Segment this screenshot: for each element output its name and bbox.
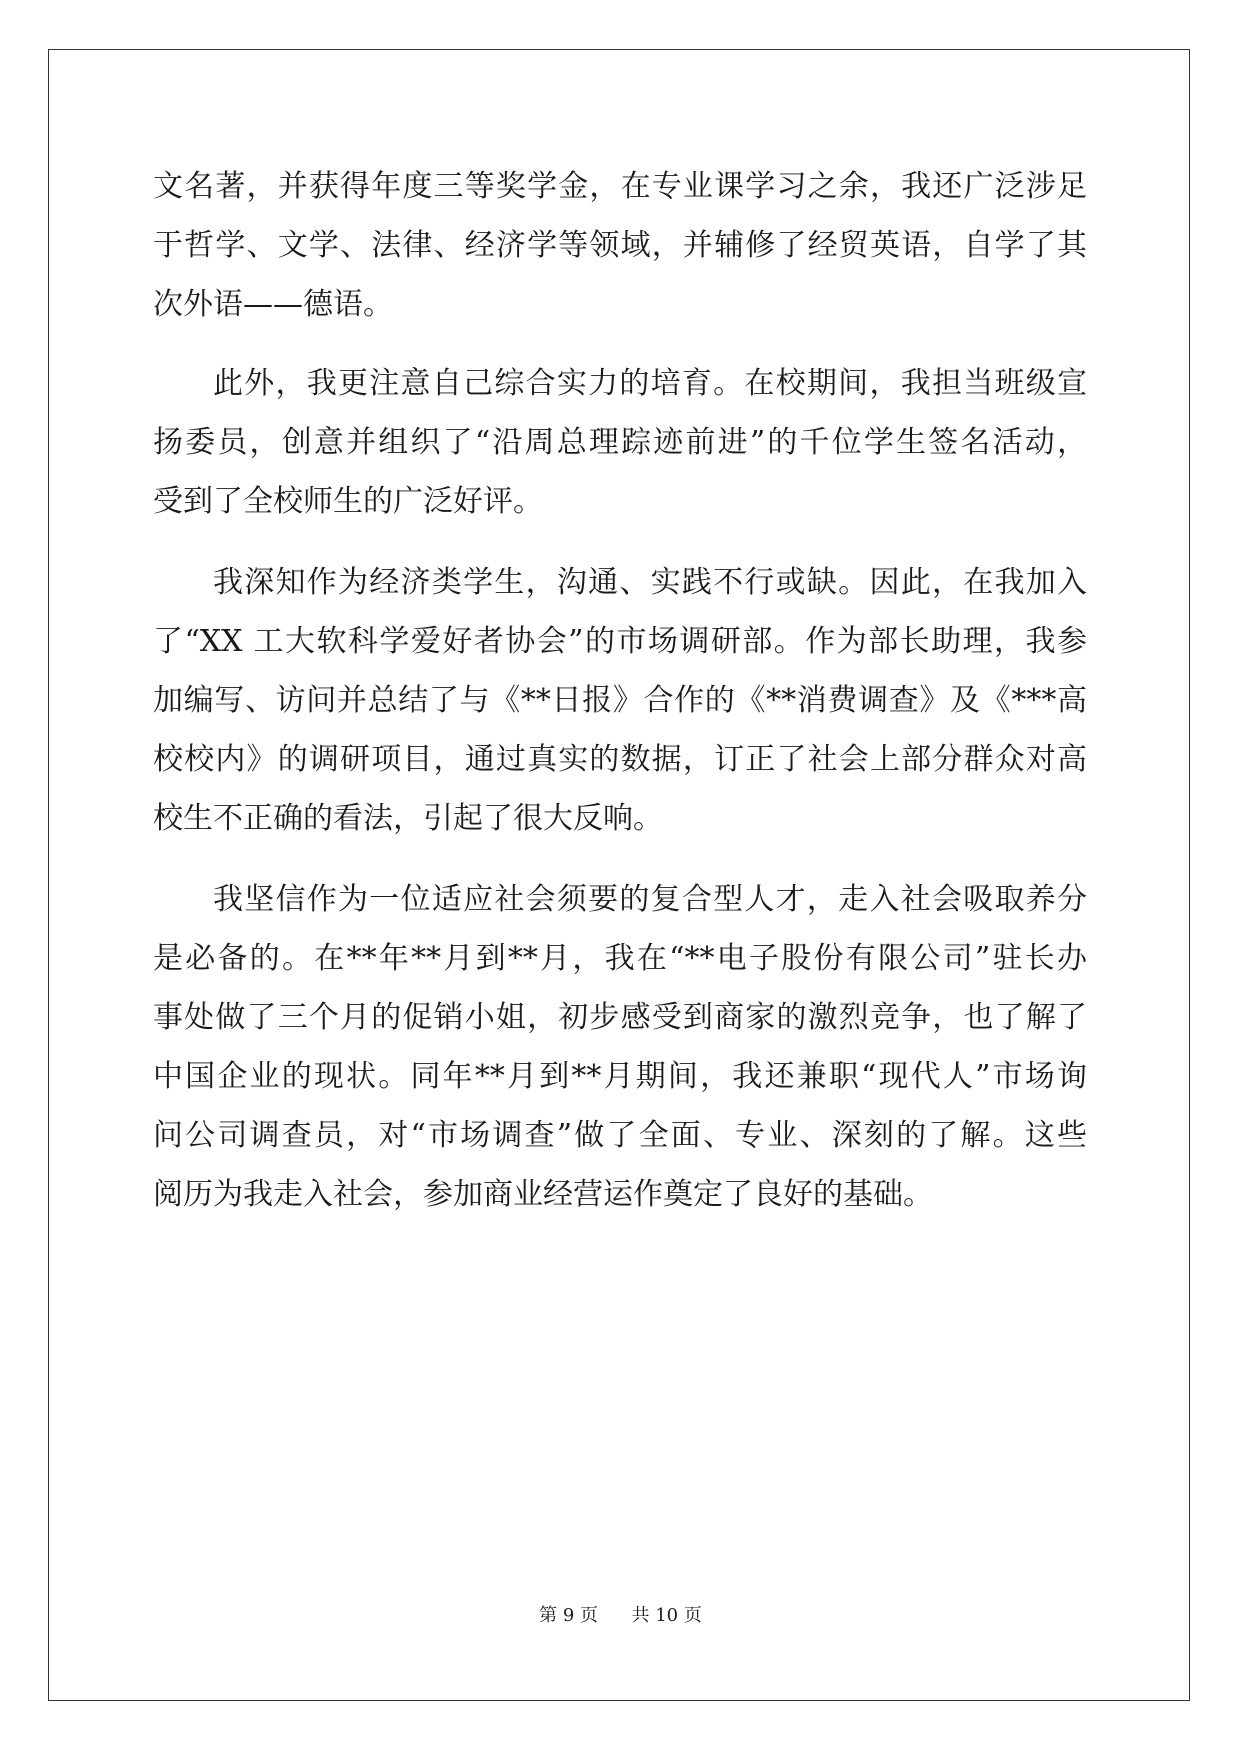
text-line: 加编写、访问并总结了与《**日报》合作的《**消费调查》及《***高 [153,683,1087,718]
text-line: 此外，我更注意自己综合实力的培育。在校期间，我担当班级宣 [213,366,1087,401]
text-line: 文名著，并获得年度三等奖学金，在专业课学习之余，我还广泛涉足 [153,169,1087,204]
text-line: 是必备的。在**年**月到**月，我在“**电子股份有限公司”驻长办 [153,941,1087,976]
text-line: 事处做了三个月的促销小姐，初步感受到商家的激烈竞争，也了解了 [153,1000,1087,1035]
text-line: 阅历为我走入社会，参加商业经营运作奠定了良好的基础。 [153,1177,933,1212]
text-line: 于哲学、文学、法律、经济学等领域，并辅修了经贸英语，自学了其 [153,228,1087,263]
text-line: 受到了全校师生的广泛好评。 [153,484,543,519]
text-line: 扬委员，创意并组织了“沿周总理踪迹前进”的千位学生签名活动， [153,425,1087,460]
page-total: 共 10 页 [631,1605,702,1626]
text-line: 了“XX 工大软科学爱好者协会”的市场调研部。作为部长助理，我参 [153,624,1087,659]
page-number: 第 9 页 [539,1605,599,1626]
text-line: 我坚信作为一位适应社会须要的复合型人才，走入社会吸取养分 [213,882,1087,917]
text-line: 次外语——德语。 [153,287,393,322]
text-line: 问公司调查员，对“市场调查”做了全面、专业、深刻的了解。这些 [153,1118,1087,1153]
text-line: 校校内》的调研项目，通过真实的数据，订正了社会上部分群众对高 [153,742,1087,777]
page-footer [0,1604,1241,1628]
text-line: 中国企业的现状。同年**月到**月期间，我还兼职“现代人”市场询 [153,1059,1087,1094]
text-line: 我深知作为经济类学生，沟通、实践不行或缺。因此，在我加入 [213,565,1087,600]
text-line: 校生不正确的看法，引起了很大反响。 [153,801,663,836]
